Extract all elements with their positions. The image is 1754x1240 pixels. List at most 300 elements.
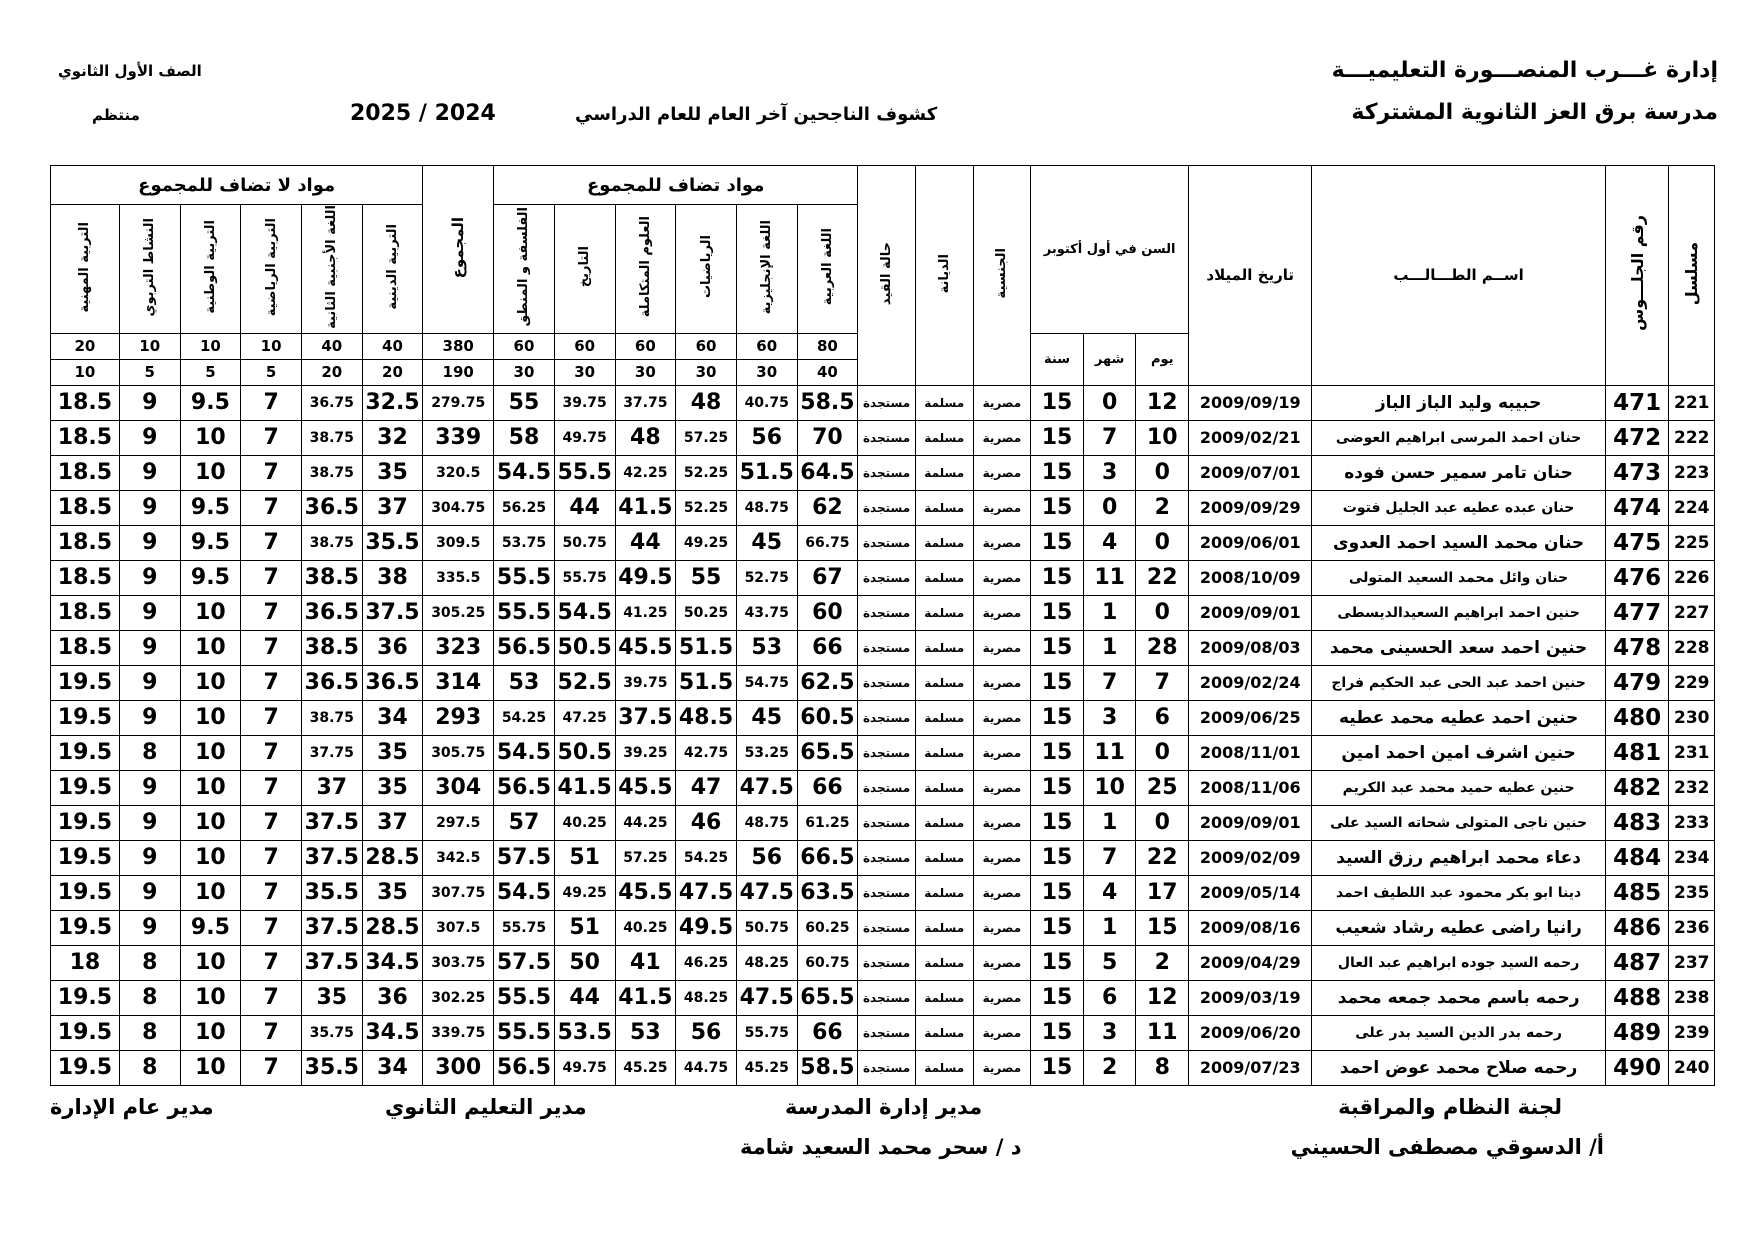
history-score: 49.75 bbox=[554, 420, 615, 455]
religion-cell: مسلمة bbox=[915, 735, 973, 770]
lang2-score: 37.5 bbox=[301, 840, 362, 875]
col-national: التربية الوطنية bbox=[180, 205, 241, 334]
religious-score: 36 bbox=[362, 980, 423, 1015]
student-name: دعاء محمد ابراهيم رزق السيد bbox=[1312, 840, 1605, 875]
seat-cell: 485 bbox=[1605, 875, 1669, 910]
table-row bbox=[51, 595, 1715, 630]
philosophy-score: 57.5 bbox=[494, 840, 555, 875]
status-cell: مستجدة bbox=[858, 770, 916, 805]
history-score: 49.75 bbox=[554, 1050, 615, 1085]
status-cell: مستجدة bbox=[858, 1050, 916, 1085]
col-activity: النشاط التربوي bbox=[119, 205, 180, 334]
philosophy-score: 58 bbox=[494, 420, 555, 455]
table-row bbox=[51, 385, 1715, 420]
history-score: 52.5 bbox=[554, 665, 615, 700]
national-score: 10 bbox=[180, 630, 241, 665]
sports-score: 7 bbox=[241, 385, 302, 420]
sports-score: 7 bbox=[241, 770, 302, 805]
age-year: 15 bbox=[1031, 700, 1084, 735]
english-score: 53 bbox=[736, 630, 797, 665]
vocational-score: 19.5 bbox=[51, 875, 120, 910]
serial-cell: 227 bbox=[1669, 595, 1715, 630]
birth-date: 2009/06/01 bbox=[1189, 525, 1312, 560]
national-score: 10 bbox=[180, 665, 241, 700]
table-row bbox=[51, 840, 1715, 875]
philosophy-score: 55.5 bbox=[494, 560, 555, 595]
status-cell: مستجدة bbox=[858, 665, 916, 700]
student-name: حنان وائل محمد السعيد المتولى bbox=[1312, 560, 1605, 595]
col-day: يوم bbox=[1136, 333, 1189, 385]
student-name: حبيبه وليد الباز الباز bbox=[1312, 385, 1605, 420]
age-day: 7 bbox=[1136, 665, 1189, 700]
min-mark: 40 bbox=[797, 359, 858, 385]
col-birth: تاريخ الميلاد bbox=[1189, 166, 1312, 386]
national-score: 10 bbox=[180, 770, 241, 805]
nationality-cell: مصرية bbox=[973, 630, 1031, 665]
math-score: 48.25 bbox=[676, 980, 737, 1015]
student-name: حنان عبده عطيه عبد الجليل فتوت bbox=[1312, 490, 1605, 525]
arabic-score: 62 bbox=[797, 490, 858, 525]
arabic-score: 66 bbox=[797, 630, 858, 665]
religion-cell: مسلمة bbox=[915, 385, 973, 420]
national-score: 10 bbox=[180, 980, 241, 1015]
table-row bbox=[51, 525, 1715, 560]
max-mark: 60 bbox=[554, 333, 615, 359]
national-score: 10 bbox=[180, 1015, 241, 1050]
total-score: 320.5 bbox=[423, 455, 494, 490]
national-score: 10 bbox=[180, 735, 241, 770]
age-month: 1 bbox=[1083, 595, 1136, 630]
sports-score: 7 bbox=[241, 700, 302, 735]
age-month: 0 bbox=[1083, 490, 1136, 525]
birth-date: 2009/07/23 bbox=[1189, 1050, 1312, 1085]
religious-score: 28.5 bbox=[362, 840, 423, 875]
science-score: 45.5 bbox=[615, 875, 676, 910]
religion-cell: مسلمة bbox=[915, 910, 973, 945]
history-score: 50.75 bbox=[554, 525, 615, 560]
status-cell: مستجدة bbox=[858, 455, 916, 490]
lang2-score: 35.5 bbox=[301, 1050, 362, 1085]
lang2-score: 38.75 bbox=[301, 700, 362, 735]
total-score: 304.75 bbox=[423, 490, 494, 525]
activity-score: 9 bbox=[119, 770, 180, 805]
min-mark: 30 bbox=[676, 359, 737, 385]
religion-cell: مسلمة bbox=[915, 980, 973, 1015]
english-score: 48.25 bbox=[736, 945, 797, 980]
science-score: 45.5 bbox=[615, 770, 676, 805]
philosophy-score: 53 bbox=[494, 665, 555, 700]
max-mark: 10 bbox=[241, 333, 302, 359]
max-mark: 60 bbox=[676, 333, 737, 359]
status-cell: مستجدة bbox=[858, 420, 916, 455]
age-year: 15 bbox=[1031, 385, 1084, 420]
seat-cell: 484 bbox=[1605, 840, 1669, 875]
col-philosophy: الفلسفة و المنطق bbox=[494, 205, 555, 334]
history-score: 54.5 bbox=[554, 595, 615, 630]
table-row bbox=[51, 700, 1715, 735]
age-year: 15 bbox=[1031, 420, 1084, 455]
student-name: دينا ابو بكر محمود عبد اللطيف احمد bbox=[1312, 875, 1605, 910]
min-mark: 30 bbox=[494, 359, 555, 385]
student-name: حنان محمد السيد احمد العدوى bbox=[1312, 525, 1605, 560]
status-cell: مستجدة bbox=[858, 385, 916, 420]
birth-date: 2008/10/09 bbox=[1189, 560, 1312, 595]
birth-date: 2009/06/25 bbox=[1189, 700, 1312, 735]
history-score: 50 bbox=[554, 945, 615, 980]
religion-cell: مسلمة bbox=[915, 595, 973, 630]
seat-cell: 476 bbox=[1605, 560, 1669, 595]
seat-cell: 489 bbox=[1605, 1015, 1669, 1050]
science-score: 39.25 bbox=[615, 735, 676, 770]
religion-cell: مسلمة bbox=[915, 525, 973, 560]
science-score: 40.25 bbox=[615, 910, 676, 945]
arabic-score: 66.75 bbox=[797, 525, 858, 560]
math-score: 47.5 bbox=[676, 875, 737, 910]
seat-cell: 478 bbox=[1605, 630, 1669, 665]
min-mark: 5 bbox=[119, 359, 180, 385]
history-score: 39.75 bbox=[554, 385, 615, 420]
student-name: حنين عطيه حميد محمد عبد الكريم bbox=[1312, 770, 1605, 805]
age-month: 3 bbox=[1083, 1015, 1136, 1050]
status-cell: مستجدة bbox=[858, 805, 916, 840]
lang2-score: 36.5 bbox=[301, 665, 362, 700]
religion-cell: مسلمة bbox=[915, 420, 973, 455]
total-score: 339 bbox=[423, 420, 494, 455]
min-mark: 5 bbox=[180, 359, 241, 385]
birth-date: 2009/02/09 bbox=[1189, 840, 1312, 875]
math-score: 49.25 bbox=[676, 525, 737, 560]
lang2-score: 37.75 bbox=[301, 735, 362, 770]
age-day: 22 bbox=[1136, 560, 1189, 595]
admin-title: إدارة غـــرب المنصـــورة التعليميـــة bbox=[1331, 58, 1718, 83]
age-year: 15 bbox=[1031, 595, 1084, 630]
seat-cell: 480 bbox=[1605, 700, 1669, 735]
lang2-score: 37.5 bbox=[301, 910, 362, 945]
total-score: 335.5 bbox=[423, 560, 494, 595]
vocational-score: 18.5 bbox=[51, 595, 120, 630]
age-day: 28 bbox=[1136, 630, 1189, 665]
table-row bbox=[51, 945, 1715, 980]
serial-cell: 234 bbox=[1669, 840, 1715, 875]
math-score: 48.5 bbox=[676, 700, 737, 735]
religion-cell: مسلمة bbox=[915, 875, 973, 910]
math-score: 55 bbox=[676, 560, 737, 595]
english-score: 47.5 bbox=[736, 770, 797, 805]
math-score: 52.25 bbox=[676, 455, 737, 490]
philosophy-score: 54.5 bbox=[494, 875, 555, 910]
academic-year: 2025 / 2024 bbox=[350, 101, 496, 126]
table-row bbox=[51, 630, 1715, 665]
science-score: 42.25 bbox=[615, 455, 676, 490]
birth-date: 2009/09/01 bbox=[1189, 805, 1312, 840]
english-score: 53.25 bbox=[736, 735, 797, 770]
col-age: السن في أول أكتوبر bbox=[1031, 166, 1189, 334]
min-mark: 20 bbox=[362, 359, 423, 385]
math-score: 57.25 bbox=[676, 420, 737, 455]
student-name: حنين اشرف امين احمد امين bbox=[1312, 735, 1605, 770]
english-score: 40.75 bbox=[736, 385, 797, 420]
arabic-score: 63.5 bbox=[797, 875, 858, 910]
nationality-cell: مصرية bbox=[973, 805, 1031, 840]
birth-date: 2009/02/21 bbox=[1189, 420, 1312, 455]
activity-score: 9 bbox=[119, 630, 180, 665]
nationality-cell: مصرية bbox=[973, 875, 1031, 910]
religious-score: 32 bbox=[362, 420, 423, 455]
english-score: 54.75 bbox=[736, 665, 797, 700]
religion-cell: مسلمة bbox=[915, 1015, 973, 1050]
total-score: 304 bbox=[423, 770, 494, 805]
lang2-score: 38.5 bbox=[301, 630, 362, 665]
seat-cell: 477 bbox=[1605, 595, 1669, 630]
english-score: 48.75 bbox=[736, 805, 797, 840]
col-sports: التربية الرياضية bbox=[241, 205, 302, 334]
serial-cell: 223 bbox=[1669, 455, 1715, 490]
age-month: 10 bbox=[1083, 770, 1136, 805]
vocational-score: 18 bbox=[51, 945, 120, 980]
age-day: 0 bbox=[1136, 735, 1189, 770]
religion-cell: مسلمة bbox=[915, 945, 973, 980]
total-score: 300 bbox=[423, 1050, 494, 1085]
total-score: 307.75 bbox=[423, 875, 494, 910]
nationality-cell: مصرية bbox=[973, 1050, 1031, 1085]
total-score: 302.25 bbox=[423, 980, 494, 1015]
status-cell: مستجدة bbox=[858, 1015, 916, 1050]
nationality-cell: مصرية bbox=[973, 770, 1031, 805]
student-name: رحمه السيد جوده ابراهيم عبد العال bbox=[1312, 945, 1605, 980]
lang2-score: 36.5 bbox=[301, 490, 362, 525]
age-day: 15 bbox=[1136, 910, 1189, 945]
age-month: 1 bbox=[1083, 910, 1136, 945]
philosophy-score: 55.5 bbox=[494, 595, 555, 630]
lang2-score: 38.75 bbox=[301, 525, 362, 560]
nationality-cell: مصرية bbox=[973, 700, 1031, 735]
activity-score: 8 bbox=[119, 1050, 180, 1085]
age-month: 2 bbox=[1083, 1050, 1136, 1085]
age-year: 15 bbox=[1031, 910, 1084, 945]
sports-score: 7 bbox=[241, 665, 302, 700]
table-row bbox=[51, 805, 1715, 840]
sports-score: 7 bbox=[241, 595, 302, 630]
religious-score: 34.5 bbox=[362, 945, 423, 980]
nationality-cell: مصرية bbox=[973, 595, 1031, 630]
col-serial: مسلسل bbox=[1669, 166, 1715, 386]
group-added: مواد تضاف للمجموع bbox=[494, 166, 858, 205]
col-science: العلوم المتكاملة bbox=[615, 205, 676, 334]
age-month: 3 bbox=[1083, 700, 1136, 735]
total-score: 314 bbox=[423, 665, 494, 700]
min-mark: 30 bbox=[554, 359, 615, 385]
history-score: 51 bbox=[554, 910, 615, 945]
activity-score: 8 bbox=[119, 945, 180, 980]
age-month: 11 bbox=[1083, 735, 1136, 770]
age-day: 25 bbox=[1136, 770, 1189, 805]
vocational-score: 19.5 bbox=[51, 770, 120, 805]
sports-score: 7 bbox=[241, 840, 302, 875]
nationality-cell: مصرية bbox=[973, 735, 1031, 770]
total-score: 279.75 bbox=[423, 385, 494, 420]
nationality-cell: مصرية bbox=[973, 980, 1031, 1015]
english-score: 51.5 bbox=[736, 455, 797, 490]
national-score: 10 bbox=[180, 945, 241, 980]
student-name: رحمه باسم محمد جمعه محمد bbox=[1312, 980, 1605, 1015]
activity-score: 9 bbox=[119, 805, 180, 840]
national-score: 9.5 bbox=[180, 560, 241, 595]
student-name: رحمه بدر الدين السيد بدر على bbox=[1312, 1015, 1605, 1050]
status-cell: مستجدة bbox=[858, 490, 916, 525]
national-score: 10 bbox=[180, 595, 241, 630]
vocational-score: 19.5 bbox=[51, 1050, 120, 1085]
serial-cell: 224 bbox=[1669, 490, 1715, 525]
math-score: 49.5 bbox=[676, 910, 737, 945]
lang2-score: 35.75 bbox=[301, 1015, 362, 1050]
birth-date: 2009/09/19 bbox=[1189, 385, 1312, 420]
religion-cell: مسلمة bbox=[915, 630, 973, 665]
min-mark: 30 bbox=[736, 359, 797, 385]
seat-cell: 479 bbox=[1605, 665, 1669, 700]
total-score: 307.5 bbox=[423, 910, 494, 945]
vocational-score: 18.5 bbox=[51, 420, 120, 455]
max-mark: 10 bbox=[119, 333, 180, 359]
sports-score: 7 bbox=[241, 525, 302, 560]
science-score: 44 bbox=[615, 525, 676, 560]
nationality-cell: مصرية bbox=[973, 490, 1031, 525]
science-score: 37.75 bbox=[615, 385, 676, 420]
birth-date: 2009/03/19 bbox=[1189, 980, 1312, 1015]
status-cell: مستجدة bbox=[858, 840, 916, 875]
table-row bbox=[51, 455, 1715, 490]
seat-cell: 483 bbox=[1605, 805, 1669, 840]
religion-cell: مسلمة bbox=[915, 700, 973, 735]
math-score: 56 bbox=[676, 1015, 737, 1050]
science-score: 45.5 bbox=[615, 630, 676, 665]
english-score: 45 bbox=[736, 525, 797, 560]
lang2-score: 37 bbox=[301, 770, 362, 805]
student-name: حنين احمد عبد الحى عبد الحكيم فراج bbox=[1312, 665, 1605, 700]
philosophy-score: 56.5 bbox=[494, 630, 555, 665]
history-score: 41.5 bbox=[554, 770, 615, 805]
col-status: حالة القيد bbox=[858, 166, 916, 386]
age-year: 15 bbox=[1031, 525, 1084, 560]
serial-cell: 226 bbox=[1669, 560, 1715, 595]
seat-cell: 475 bbox=[1605, 525, 1669, 560]
religious-score: 28.5 bbox=[362, 910, 423, 945]
science-score: 53 bbox=[615, 1015, 676, 1050]
seat-cell: 481 bbox=[1605, 735, 1669, 770]
arabic-score: 61.25 bbox=[797, 805, 858, 840]
serial-cell: 225 bbox=[1669, 525, 1715, 560]
religious-score: 34.5 bbox=[362, 1015, 423, 1050]
age-month: 7 bbox=[1083, 420, 1136, 455]
age-year: 15 bbox=[1031, 980, 1084, 1015]
col-arabic: اللغة العربية bbox=[797, 205, 858, 334]
religion-cell: مسلمة bbox=[915, 1050, 973, 1085]
vocational-score: 19.5 bbox=[51, 735, 120, 770]
english-score: 52.75 bbox=[736, 560, 797, 595]
philosophy-score: 56.5 bbox=[494, 770, 555, 805]
religious-score: 34 bbox=[362, 1050, 423, 1085]
birth-date: 2008/11/06 bbox=[1189, 770, 1312, 805]
committee-title: لجنة النظام والمراقبة bbox=[1338, 1095, 1562, 1119]
birth-date: 2009/02/24 bbox=[1189, 665, 1312, 700]
philosophy-score: 56.5 bbox=[494, 1050, 555, 1085]
seat-cell: 488 bbox=[1605, 980, 1669, 1015]
history-score: 55.5 bbox=[554, 455, 615, 490]
age-day: 22 bbox=[1136, 840, 1189, 875]
history-score: 44 bbox=[554, 980, 615, 1015]
table-row bbox=[51, 1050, 1715, 1085]
vocational-score: 19.5 bbox=[51, 1015, 120, 1050]
science-score: 44.25 bbox=[615, 805, 676, 840]
math-score: 47 bbox=[676, 770, 737, 805]
vocational-score: 18.5 bbox=[51, 525, 120, 560]
min-mark: 30 bbox=[615, 359, 676, 385]
serial-cell: 222 bbox=[1669, 420, 1715, 455]
religious-score: 35 bbox=[362, 875, 423, 910]
age-year: 15 bbox=[1031, 665, 1084, 700]
science-score: 57.25 bbox=[615, 840, 676, 875]
status-cell: مستجدة bbox=[858, 910, 916, 945]
arabic-score: 58.5 bbox=[797, 1050, 858, 1085]
activity-score: 8 bbox=[119, 735, 180, 770]
max-mark: 60 bbox=[494, 333, 555, 359]
age-month: 1 bbox=[1083, 805, 1136, 840]
age-month: 5 bbox=[1083, 945, 1136, 980]
activity-score: 9 bbox=[119, 910, 180, 945]
nationality-cell: مصرية bbox=[973, 420, 1031, 455]
arabic-score: 60.5 bbox=[797, 700, 858, 735]
total-score: 305.75 bbox=[423, 735, 494, 770]
age-day: 0 bbox=[1136, 595, 1189, 630]
philosophy-score: 55.5 bbox=[494, 1015, 555, 1050]
birth-date: 2009/09/29 bbox=[1189, 490, 1312, 525]
principal-name: د / سحر محمد السعيد شامة bbox=[740, 1135, 1022, 1159]
religious-score: 37.5 bbox=[362, 595, 423, 630]
arabic-score: 65.5 bbox=[797, 980, 858, 1015]
serial-cell: 231 bbox=[1669, 735, 1715, 770]
serial-cell: 240 bbox=[1669, 1050, 1715, 1085]
age-year: 15 bbox=[1031, 490, 1084, 525]
general-director-title: مدير عام الإدارة bbox=[50, 1095, 214, 1119]
sports-score: 7 bbox=[241, 1050, 302, 1085]
vocational-score: 18.5 bbox=[51, 455, 120, 490]
arabic-score: 58.5 bbox=[797, 385, 858, 420]
religious-score: 37 bbox=[362, 490, 423, 525]
age-day: 0 bbox=[1136, 805, 1189, 840]
status-cell: مستجدة bbox=[858, 560, 916, 595]
total-score: 323 bbox=[423, 630, 494, 665]
principal-title: مدير إدارة المدرسة bbox=[785, 1095, 983, 1119]
max-mark: 60 bbox=[736, 333, 797, 359]
max-mark: 10 bbox=[180, 333, 241, 359]
seat-cell: 471 bbox=[1605, 385, 1669, 420]
birth-date: 2008/11/01 bbox=[1189, 735, 1312, 770]
age-month: 4 bbox=[1083, 875, 1136, 910]
group-not-added: مواد لا تضاف للمجموع bbox=[51, 166, 423, 205]
age-day: 10 bbox=[1136, 420, 1189, 455]
col-religion: الديانة bbox=[915, 166, 973, 386]
seat-cell: 486 bbox=[1605, 910, 1669, 945]
english-score: 43.75 bbox=[736, 595, 797, 630]
table-row bbox=[51, 980, 1715, 1015]
vocational-score: 18.5 bbox=[51, 630, 120, 665]
max-mark: 80 bbox=[797, 333, 858, 359]
religious-score: 35 bbox=[362, 735, 423, 770]
serial-cell: 232 bbox=[1669, 770, 1715, 805]
religion-cell: مسلمة bbox=[915, 455, 973, 490]
student-name: رحمه صلاح محمد عوض احمد bbox=[1312, 1050, 1605, 1085]
serial-cell: 235 bbox=[1669, 875, 1715, 910]
activity-score: 9 bbox=[119, 875, 180, 910]
